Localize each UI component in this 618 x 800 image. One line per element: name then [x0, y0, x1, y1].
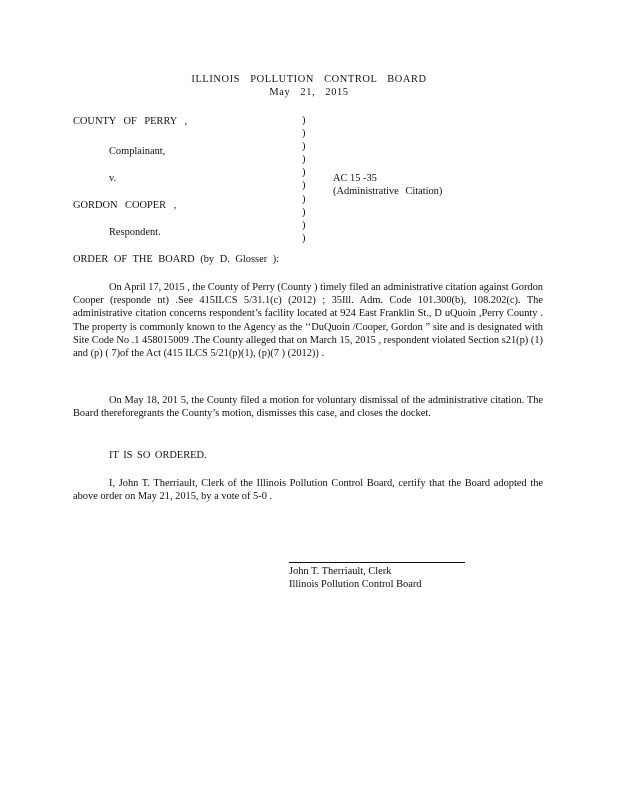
caption-paren: ) [302, 206, 306, 218]
respondent-name: GORDON COOPER , [73, 200, 177, 211]
caption-paren: ) [302, 232, 306, 244]
order-paragraph-1: On April 17, 2015 , the County of Perry (County ) timely filed an administrative citation against Gordon Cooper (responde nt) .See 415ILCS 5/31.1(c) (2012) ; 35Ill. Adm. Code 101.300(b), 108.202(c). The administrative citation concerns respondent’s facility located at 924 East Franklin St., D uQuoin ,Perry County . The property is commonly known to the Agency as the ‘‘DuQuoin /Cooper, Gordon ” site and is designated with Site Code No .1 458015009 .The County alleged that on March 15, 2015 , respondent violated Section s21(p) (1) and (p) ( 7)of the Act (415 ILCS 5/21(p)(1), (p)(7 ) (2012)) . [73, 282, 543, 360]
versus-label: v. [109, 173, 117, 184]
order-date: May 21, 2015 [269, 87, 349, 98]
so-ordered: IT IS SO ORDERED. [109, 450, 207, 461]
signature-line [289, 562, 465, 563]
caption-paren: ) [302, 219, 306, 231]
signatory-board: Illinois Pollution Control Board [289, 579, 422, 590]
board-title: ILLINOIS POLLUTION CONTROL BOARD [191, 74, 427, 85]
caption-paren: ) [302, 193, 306, 205]
clerk-certification: I, John T. Therriault, Clerk of the Illinois Pollution Control Board, certify that the Board adopted the above order on May 21, 2015, by a vote of 5-0 . [73, 478, 543, 503]
order-heading: ORDER OF THE BOARD (by D. Glosser ): [73, 254, 280, 265]
complainant-name: COUNTY OF PERRY , [73, 116, 188, 127]
caption-parentheses [302, 114, 312, 245]
caption-paren: ) [302, 141, 306, 153]
order-paragraph-2: On May 18, 201 5, the County filed a motion for voluntary dismissal of the administrative citation. The Board thereforegrants the County’s motion, dismisses this case, and closes the docket. [73, 395, 543, 420]
caption-paren: ) [302, 154, 306, 166]
signatory-name: John T. Therriault, Clerk [289, 566, 392, 577]
respondent-role: Respondent. [109, 227, 161, 238]
case-type: (Administrative Citation) [333, 186, 443, 197]
complainant-role: Complainant, [109, 146, 166, 157]
case-number: AC 15 -35 [333, 173, 377, 184]
caption-paren: ) [302, 180, 306, 192]
caption-paren: ) [302, 115, 306, 126]
caption-paren: ) [302, 167, 306, 179]
caption-paren: ) [302, 128, 306, 140]
